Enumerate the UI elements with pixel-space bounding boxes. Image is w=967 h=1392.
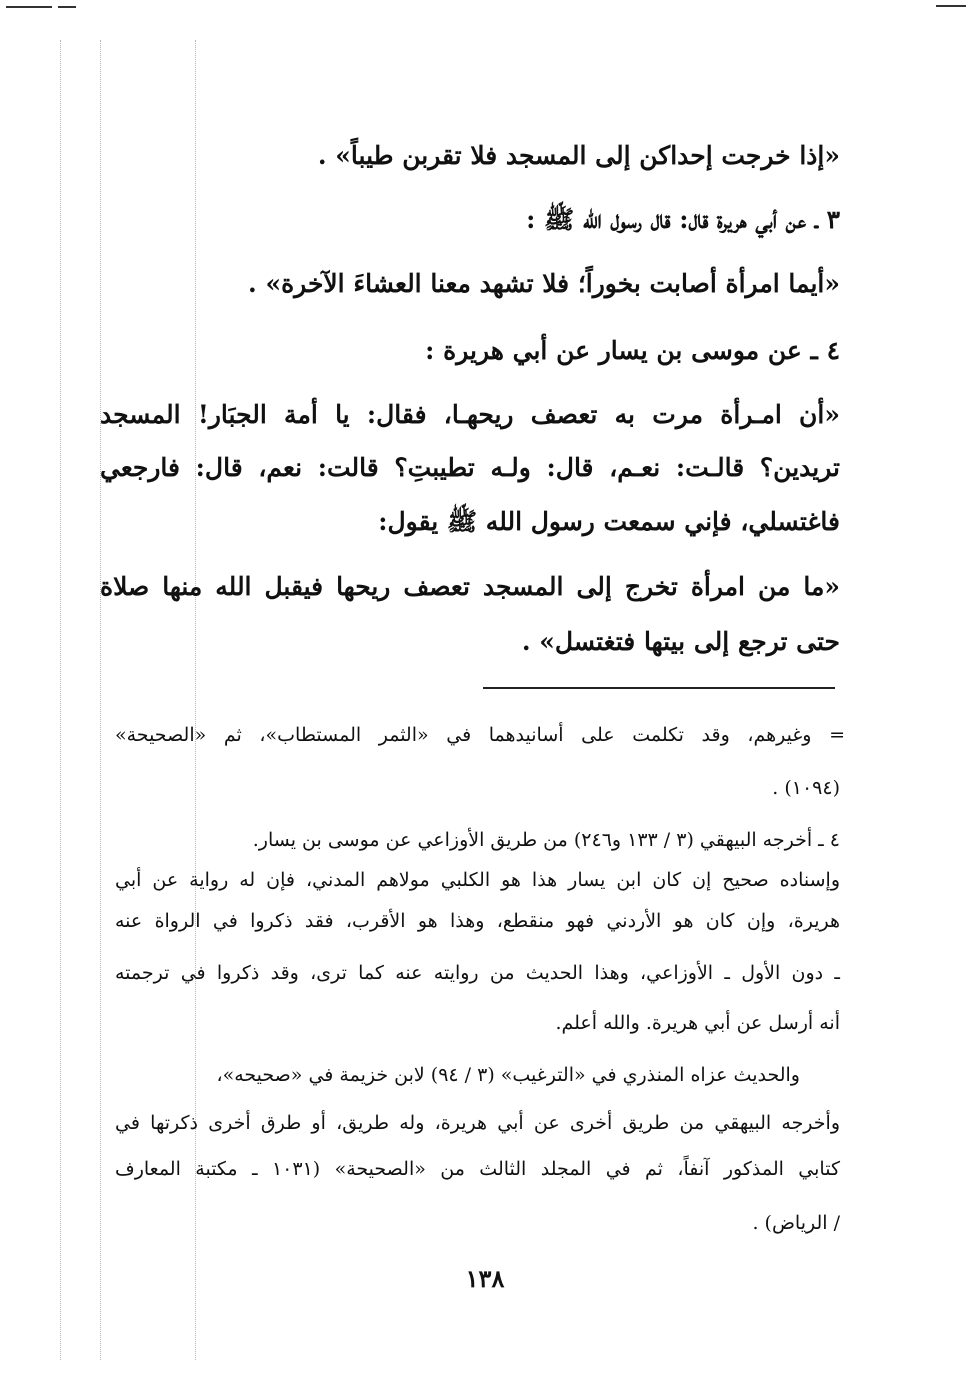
footnote-line: ـ دون الأول ـ الأوزاعي، وهذا الحديث من روايته عنه كما ترى، وقد ذكروا في ترجمته [115, 962, 840, 984]
footnote-line: وإسناده صحيح إن كان ابن يسار هذا هو الكلبي مولاهم المدني، فإن له رواية عن أبي [115, 869, 840, 891]
hadith-line: تريدين؟ قالـت: نعـم، قال: ولـه تطيبتِ؟ قالت: نعم، قال: فارجعي [100, 453, 840, 482]
hadith-line: «أن امـرأة مرت به تعصف ريحهـا، فقال: يا أمة الجبَار! المسجد [100, 400, 840, 429]
hadith-heading-4: ٤ ـ عن موسى بن يسار عن أبي هريرة : [425, 336, 840, 365]
hadith-line: حتى ترجع إلى بيتها فتغتسل» . [521, 627, 840, 656]
page-number: ١٣٨ [465, 1264, 505, 1293]
footnote-line: ٤ ـ أخرجه البيهقي (٣ / ١٣٣ و٢٤٦) من طريق الأوزاعي عن موسى بن يسار. [252, 829, 840, 851]
footnote-line: كتابي المذكور آنفاً، ثم في المجلد الثالث من «الصحيحة» (١٠٣١ ـ مكتبة المعارف [115, 1158, 840, 1180]
footnote-line: والحديث عزاه المنذري في «الترغيب» (٣ / ٩٤) لابن خزيمة في «صحيحه»، [216, 1064, 800, 1086]
scan-edge-mark [6, 6, 52, 8]
footnote-line: = وغيرهم، وقد تكلمت على أسانيدهما في «الثمر المستطاب»، ثم «الصحيحة» [115, 724, 845, 746]
hadith-line: فاغتسلي، فإني سمعت رسول الله ﷺ يقول: [378, 507, 840, 536]
footnote-line: أنه أرسل عن أبي هريرة. والله أعلم. [555, 1012, 840, 1034]
footnote-line: هريرة، وإن كان هو الأردني فهو منقطع، وهذا هو الأقرب، فقد ذكروا في الرواة عنه [115, 910, 840, 932]
scan-fold-line [60, 40, 61, 1360]
scan-fold-line [100, 40, 101, 1360]
footnote-line: (١٠٩٤) . [772, 777, 840, 799]
hadith-line: «أيما امرأة أصابت بخوراً؛ فلا تشهد معنا العشاءَ الآخرة» . [248, 269, 840, 298]
scan-edge-mark [58, 6, 76, 8]
hadith-line: «ما من امرأة تخرج إلى المسجد تعصف ريحها فيقبل الله منها صلاة [100, 572, 840, 601]
scan-edge-mark [936, 5, 966, 7]
hadith-heading-3: ٣ ـ عن أبي هريرة قال: قال رسول الله ﷺ : [526, 205, 840, 234]
footnote-line: وأخرجه البيهقي من طريق أخرى عن أبي هريرة، وله طريق، أو طرق أخرى ذكرتها في [115, 1112, 840, 1134]
footnote-line: / الرياض) . [752, 1212, 840, 1234]
footnote-separator [483, 687, 835, 689]
hadith-line: «إذا خرجت إحداكن إلى المسجد فلا تقربن طيباً» . [317, 141, 840, 170]
